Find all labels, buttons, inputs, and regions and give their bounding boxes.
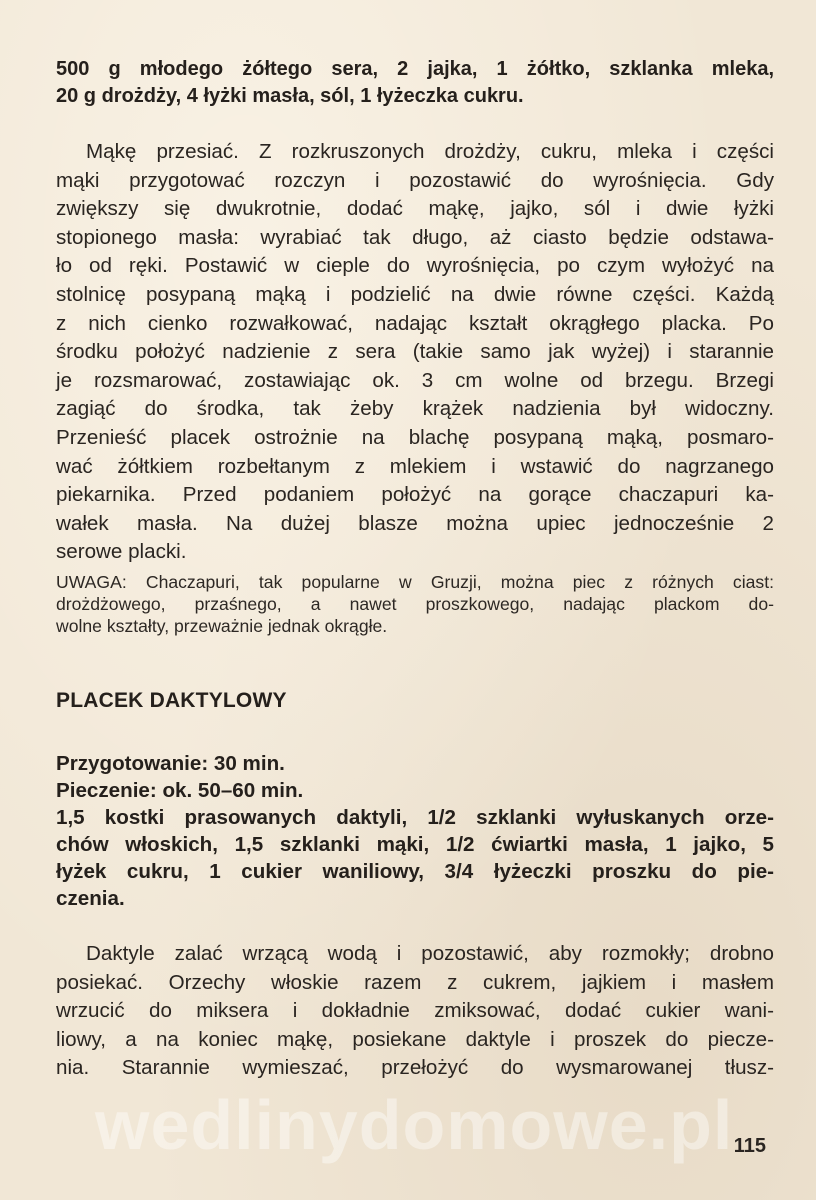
- method-line: wać żółtkiem rozbełtanym z mlekiem i wstawić do nagrzanego: [56, 454, 774, 478]
- method-line: piekarnika. Przed podaniem położyć na gorące chaczapuri ka-: [56, 483, 774, 507]
- recipe2-ingredient-line: łyżek cukru, 1 cukier waniliowy, 3/4 łyżeczki proszku do pie-: [56, 859, 774, 883]
- method-line: stolnicę posypaną mąką i podzielić na dwie równe części. Każdą: [56, 282, 774, 306]
- book-page: [56, 56, 774, 1083]
- method-line: mąki przygotować rozczyn i pozostawić do wyrośnięcia. Gdy: [56, 168, 774, 192]
- method-line: serowe placki.: [56, 540, 187, 564]
- recipe2-prep-time: Przygotowanie: 30 min.: [56, 751, 285, 775]
- recipe1-note: [56, 571, 774, 637]
- method-line: je rozsmarować, zostawiając ok. 3 cm wolne od brzegu. Brzegi: [56, 368, 774, 392]
- recipe1-ingredients: [56, 56, 774, 110]
- method-line: nia. Starannie wymieszać, przełożyć do wysmarowanej tłusz-: [56, 1056, 774, 1080]
- page-number: 115: [733, 1135, 766, 1157]
- recipe2-ingredients: [56, 804, 774, 912]
- method-line: zagiąć do środka, tak żeby krążek nadzienia był widoczny.: [56, 397, 774, 421]
- recipe2-ingredient-line: czenia.: [56, 886, 125, 910]
- note-line: UWAGA: Chaczapuri, tak popularne w Gruzji, można piec z różnych ciast:: [56, 571, 774, 592]
- recipe2-method: [56, 940, 774, 1083]
- recipe1-ingredient-line: 20 g drożdży, 4 łyżki masła, sól, 1 łyżeczka cukru.: [56, 85, 524, 107]
- recipe2-title: PLACEK DAKTYLOWY: [56, 688, 287, 712]
- recipe2-ingredient-line: chów włoskich, 1,5 szklanki mąki, 1/2 ćwiartki masła, 1 jajko, 5: [56, 832, 774, 856]
- watermark: wedlinydomowe.pl: [95, 1086, 734, 1164]
- method-line: stopionego masła: wyrabiać tak długo, aż ciasto będzie odstawa-: [56, 225, 774, 249]
- recipe1-method: [56, 138, 774, 567]
- method-line: ło od ręki. Postawić w cieple do wyrośnięcia, po czym wyłożyć na: [56, 254, 774, 278]
- method-line: Daktyle zalać wrzącą wodą i pozostawić, aby rozmokły; drobno: [86, 941, 774, 965]
- method-line: z nich cienko rozwałkować, nadając kształt okrągłego placka. Po: [56, 311, 774, 335]
- method-line: Mąkę przesiać. Z rozkruszonych drożdży, cukru, mleka i części: [86, 140, 774, 163]
- note-line: drożdżowego, przaśnego, a nawet proszkowego, nadając plackom do-: [56, 593, 774, 614]
- recipe2-ingredient-line: 1,5 kostki prasowanych daktyli, 1/2 szklanki wyłuskanych orze-: [56, 805, 774, 829]
- method-line: posiekać. Orzechy włoskie razem z cukrem, jajkiem i masłem: [56, 970, 774, 994]
- method-line: Przenieść placek ostrożnie na blachę posypaną mąką, posmaro-: [56, 425, 774, 449]
- recipe1-ingredient-line: 500 g młodego żółtego sera, 2 jajka, 1 żółtko, szklanka mleka,: [56, 58, 774, 80]
- method-line: liowy, a na koniec mąkę, posiekane daktyle i proszek do piecze-: [56, 1027, 774, 1051]
- method-line: środku położyć nadzienie z sera (takie samo jak wyżej) i starannie: [56, 340, 774, 364]
- recipe2-bake-time: Pieczenie: ok. 50–60 min.: [56, 778, 304, 802]
- method-line: zwiększy się dwukrotnie, dodać mąkę, jajko, sól i dwie łyżki: [56, 197, 774, 221]
- note-line: wolne kształty, przeważnie jednak okrągłe.: [56, 615, 388, 636]
- method-line: wrzucić do miksera i dokładnie zmiksować, dodać cukier wani-: [56, 999, 774, 1023]
- method-line: wałek masła. Na dużej blasze można upiec jednocześnie 2: [56, 511, 774, 535]
